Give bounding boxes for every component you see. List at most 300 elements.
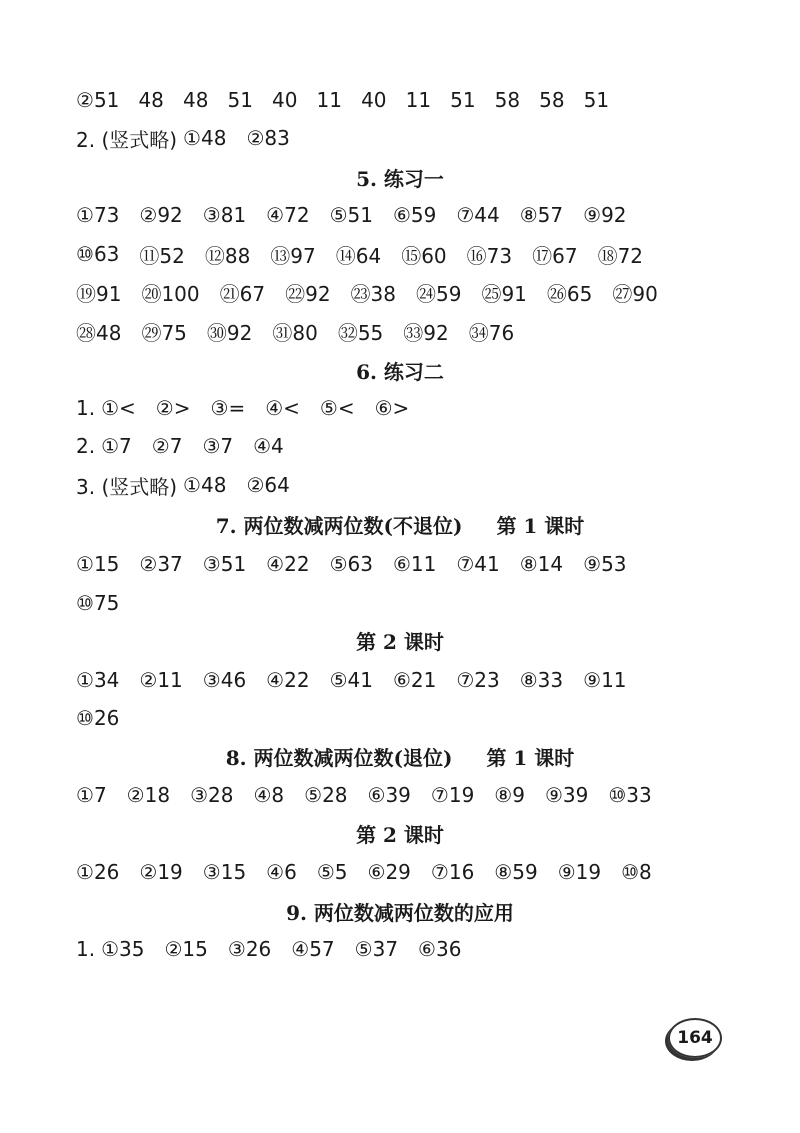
heading-text: 第 1 课时 <box>486 745 575 770</box>
item-value: < <box>119 396 136 420</box>
item-value: 28 <box>322 783 348 807</box>
item-number: ⑥ <box>392 552 411 576</box>
item-value: 7 <box>119 434 132 458</box>
item-value: 91 <box>96 281 122 306</box>
item-number: ② <box>139 860 158 884</box>
answer-item <box>558 860 601 884</box>
answer-item <box>76 203 119 227</box>
answer-item <box>291 937 334 961</box>
question-label: 2. (竖式略) <box>76 127 178 152</box>
item-value: 21 <box>410 668 437 692</box>
item-value: 48 <box>200 473 227 497</box>
heading-text: 7. 两位数减两位数(不退位) <box>215 513 463 538</box>
answer-item <box>285 278 330 307</box>
heading-text: 9. 两位数减两位数的应用 <box>286 900 514 925</box>
item-value: 73 <box>486 243 513 268</box>
answer-item <box>205 240 250 269</box>
answer-item <box>266 860 297 884</box>
item-value: 37 <box>157 552 183 576</box>
item-number: ④ <box>266 668 285 692</box>
item-value: < <box>283 396 300 420</box>
answer-row <box>76 662 740 698</box>
item-number: ⑮ <box>401 243 422 268</box>
item-number: ② <box>151 434 170 458</box>
item-value: 57 <box>537 203 564 227</box>
item-number: ㉑ <box>219 281 240 306</box>
item-value: 53 <box>601 552 627 576</box>
item-number: ④ <box>266 552 285 576</box>
item-number: ⑨ <box>583 668 602 692</box>
answer-item <box>76 552 119 576</box>
answer-item <box>76 278 121 307</box>
answer-item <box>494 783 525 807</box>
item-value: 51 48 48 51 40 11 40 11 51 58 58 51 <box>93 88 610 112</box>
item-number: ㉛ <box>272 320 293 345</box>
answer-item <box>203 860 246 884</box>
answer-row <box>76 428 740 464</box>
answer-row <box>76 777 740 813</box>
item-value: 11 <box>157 668 183 692</box>
answer-item <box>246 126 289 150</box>
answer-item <box>608 783 651 807</box>
item-value: > <box>392 396 410 420</box>
item-value: 7 <box>93 783 107 807</box>
answer-item <box>520 203 563 227</box>
item-value: 97 <box>290 243 316 268</box>
item-number: ⑨ <box>583 552 602 576</box>
answer-item <box>330 668 373 692</box>
question-label: 1. <box>76 396 96 420</box>
item-value: 8 <box>271 783 285 807</box>
item-value: 44 <box>474 203 500 227</box>
item-number: ④ <box>291 937 310 961</box>
section-heading <box>0 352 800 388</box>
answer-item <box>156 396 191 420</box>
item-value: 23 <box>474 668 500 692</box>
item-number: ⑬ <box>270 243 291 268</box>
item-number: ④ <box>265 396 284 420</box>
answer-item <box>598 240 643 269</box>
answer-item <box>418 937 461 961</box>
answer-row <box>76 546 740 582</box>
item-number: ④ <box>253 783 272 807</box>
item-number: ⑤ <box>329 203 348 227</box>
item-number: ③ <box>227 937 246 961</box>
item-number: ⑦ <box>456 203 475 227</box>
answer-item <box>583 552 626 576</box>
item-value: 34 <box>93 668 120 692</box>
item-value: 41 <box>347 668 373 692</box>
item-value: 90 <box>632 281 658 306</box>
answer-item <box>207 317 252 346</box>
answer-item <box>393 668 436 692</box>
answer-row <box>76 197 740 233</box>
answer-item <box>545 783 588 807</box>
item-value: 26 <box>93 860 120 884</box>
answer-item <box>203 552 246 576</box>
item-number: ① <box>183 126 201 150</box>
answer-row <box>76 931 740 967</box>
answer-item <box>139 860 182 884</box>
item-value: = <box>228 396 246 420</box>
answer-item <box>547 278 592 307</box>
item-number: ⑥ <box>367 783 386 807</box>
answer-row <box>76 313 740 349</box>
item-number: ⑧ <box>519 552 538 576</box>
answer-item <box>393 203 436 227</box>
answer-item <box>228 937 271 961</box>
heading-text: 5. 练习一 <box>356 166 444 191</box>
item-number: ① <box>76 783 94 807</box>
item-number: ⑥ <box>392 203 411 227</box>
item-value: 59 <box>436 281 462 306</box>
item-value: 63 <box>347 552 373 576</box>
answer-item <box>101 937 144 961</box>
answer-item <box>583 668 626 692</box>
answer-item <box>266 203 309 227</box>
heading-text: 第 2 课时 <box>356 822 444 847</box>
answer-item <box>139 552 182 576</box>
item-number: ⑦ <box>456 668 475 692</box>
answer-item <box>270 240 315 269</box>
item-number: ① <box>101 396 120 420</box>
answer-item <box>416 278 461 307</box>
answer-item <box>401 240 446 269</box>
answer-row <box>76 390 740 426</box>
item-value: 72 <box>617 243 644 268</box>
answer-item <box>164 937 207 961</box>
item-value: 28 <box>208 783 234 807</box>
answer-item <box>183 473 226 497</box>
answer-item <box>338 317 383 346</box>
item-value: 16 <box>448 860 475 884</box>
answer-item <box>266 552 309 576</box>
item-number: ① <box>76 860 94 884</box>
item-number: ① <box>101 434 120 458</box>
answer-item <box>375 396 410 420</box>
answer-item <box>431 860 474 884</box>
item-number: ⑩ <box>621 860 640 884</box>
section-heading <box>0 622 800 658</box>
item-number: ⑧ <box>519 668 538 692</box>
item-number: ⑦ <box>430 783 449 807</box>
item-number: ⑩ <box>608 783 627 807</box>
answer-item <box>141 317 186 346</box>
answer-item <box>76 783 107 807</box>
item-value: 92 <box>423 320 449 345</box>
item-number: ⑤ <box>329 668 348 692</box>
item-value: 67 <box>552 243 578 268</box>
item-number: ④ <box>253 434 272 458</box>
question-label: 1. <box>76 937 96 961</box>
answer-item <box>583 203 626 227</box>
item-value: 52 <box>159 243 185 268</box>
item-value: 76 <box>488 320 515 345</box>
item-value: 14 <box>537 552 564 576</box>
answer-row <box>76 274 740 310</box>
item-value: 55 <box>357 320 384 345</box>
item-number: ⑤ <box>329 552 348 576</box>
section-heading <box>0 815 800 851</box>
item-value: 29 <box>385 860 411 884</box>
item-number: ⑧ <box>519 203 538 227</box>
answer-item <box>76 591 119 615</box>
answer-item <box>211 396 246 420</box>
item-number: ⑤ <box>354 937 373 961</box>
item-value: 22 <box>284 668 310 692</box>
section-heading <box>0 506 800 542</box>
item-number: ② <box>155 396 174 420</box>
answer-item <box>520 668 563 692</box>
item-number: ㉖ <box>546 281 567 306</box>
answer-item <box>220 278 265 307</box>
item-number: ① <box>76 552 94 576</box>
item-number: ㉞ <box>468 320 489 345</box>
answer-item <box>351 278 396 307</box>
item-number: ① <box>101 937 120 961</box>
item-value: 80 <box>292 320 318 345</box>
item-number: ㉓ <box>350 281 371 306</box>
item-number: ① <box>183 473 201 497</box>
item-value: 39 <box>385 783 411 807</box>
item-number: ⑧ <box>494 783 513 807</box>
item-number: ⑯ <box>466 243 487 268</box>
answer-item <box>431 783 474 807</box>
item-number: ㉙ <box>141 320 162 345</box>
item-number: ② <box>139 203 158 227</box>
item-number: ③ <box>202 668 221 692</box>
answer-item <box>304 783 347 807</box>
answer-item <box>621 860 652 884</box>
answer-item <box>355 937 398 961</box>
item-number: ⑤ <box>319 396 338 420</box>
item-value: 39 <box>562 783 589 807</box>
item-number: ⑰ <box>532 243 553 268</box>
item-value: 60 <box>421 243 447 268</box>
item-number: ⑥ <box>367 860 386 884</box>
item-number: ⑥ <box>374 396 393 420</box>
item-value: 67 <box>239 281 266 306</box>
item-value: 92 <box>226 320 253 345</box>
item-value: 19 <box>448 783 475 807</box>
item-value: 92 <box>305 281 331 306</box>
item-number: ㉔ <box>416 281 436 306</box>
item-number: ⑱ <box>597 243 618 268</box>
item-value: > <box>173 396 191 420</box>
answer-row <box>76 854 740 890</box>
item-value: 33 <box>626 783 652 807</box>
item-value: 19 <box>157 860 183 884</box>
answer-row <box>76 700 740 736</box>
item-number: ⑤ <box>304 783 323 807</box>
item-value: 73 <box>93 203 120 227</box>
item-number: ① <box>76 668 94 692</box>
answer-item <box>336 240 381 269</box>
answer-item <box>76 242 119 266</box>
item-value: 11 <box>410 552 437 576</box>
page-number: 164 <box>677 1028 713 1048</box>
answer-item <box>253 434 284 458</box>
page-number-badge <box>668 1018 722 1058</box>
section-heading <box>0 893 800 929</box>
answer-row <box>76 585 740 621</box>
heading-text: 第 1 课时 <box>496 513 585 538</box>
answer-item <box>139 240 184 269</box>
answer-item <box>152 434 183 458</box>
item-number: ③ <box>190 783 208 807</box>
answer-item <box>101 396 136 420</box>
item-value: 91 <box>501 281 527 306</box>
item-value: 64 <box>355 243 382 268</box>
answer-item <box>320 396 355 420</box>
heading-text: 6. 练习二 <box>356 359 444 384</box>
item-number: ⑩ <box>76 242 94 266</box>
answer-item <box>393 552 436 576</box>
item-value: 59 <box>512 860 538 884</box>
answer-item <box>253 783 284 807</box>
item-value: 19 <box>575 860 602 884</box>
item-number: ⑦ <box>430 860 449 884</box>
item-value: 26 <box>245 937 272 961</box>
item-value: 5 <box>334 860 348 884</box>
item-number: ⑨ <box>583 203 602 227</box>
item-number: ⑲ <box>76 281 96 306</box>
item-value: 41 <box>474 552 500 576</box>
answer-item <box>246 473 289 497</box>
answer-item <box>203 203 246 227</box>
item-value: 48 <box>96 320 122 345</box>
answer-item <box>330 552 373 576</box>
item-value: 36 <box>435 937 462 961</box>
answer-item <box>139 668 182 692</box>
answer-item <box>266 668 309 692</box>
answer-item <box>520 552 563 576</box>
item-value: 37 <box>372 937 399 961</box>
section-heading <box>0 738 800 774</box>
item-number: ④ <box>266 203 285 227</box>
item-value: 46 <box>220 668 247 692</box>
answer-item <box>532 240 577 269</box>
item-value: 15 <box>93 552 120 576</box>
item-number: ① <box>76 203 94 227</box>
answer-item <box>368 860 411 884</box>
item-value: 63 <box>93 242 120 266</box>
item-value: 51 <box>347 203 373 227</box>
section-heading <box>0 159 800 195</box>
item-value: 75 <box>93 591 120 615</box>
answer-item <box>481 278 526 307</box>
answer-item <box>76 860 119 884</box>
item-number: ④ <box>266 860 285 884</box>
item-value: 11 <box>601 668 627 692</box>
item-number: ㉒ <box>285 281 306 306</box>
item-number: ③ <box>202 203 221 227</box>
answer-item <box>76 668 119 692</box>
item-number: ② <box>139 552 158 576</box>
item-number: ⑧ <box>494 860 513 884</box>
question-label: 2. <box>76 434 96 458</box>
item-value: 6 <box>284 860 297 884</box>
item-value: 72 <box>284 203 310 227</box>
item-value: 64 <box>264 473 290 497</box>
item-number: ② <box>126 783 145 807</box>
answer-item <box>494 860 537 884</box>
item-value: 35 <box>119 937 145 961</box>
answer-item <box>190 783 233 807</box>
item-value: 7 <box>220 434 234 458</box>
answer-item <box>467 240 512 269</box>
item-number: ③ <box>202 434 221 458</box>
item-number: ③ <box>210 396 229 420</box>
item-value: 83 <box>264 126 290 150</box>
item-number: ⑤ <box>316 860 335 884</box>
item-value: 8 <box>639 860 652 884</box>
item-value: 92 <box>157 203 183 227</box>
answer-item <box>127 783 170 807</box>
answer-item <box>456 668 499 692</box>
item-value: 65 <box>566 281 593 306</box>
item-value: 51 <box>220 552 247 576</box>
answer-item <box>139 203 182 227</box>
item-number: ㉚ <box>206 320 227 345</box>
answer-item <box>612 278 657 307</box>
answer-row <box>76 467 740 503</box>
item-value: 18 <box>144 783 171 807</box>
item-value: 57 <box>309 937 335 961</box>
answer-item <box>330 203 373 227</box>
item-number: ⑭ <box>335 243 356 268</box>
item-number: ② <box>164 937 183 961</box>
item-number: ③ <box>202 860 221 884</box>
item-number: ③ <box>202 552 221 576</box>
item-number: ⑨ <box>544 783 563 807</box>
answer-item <box>141 278 199 307</box>
item-value: 59 <box>410 203 437 227</box>
item-number: ㉕ <box>481 281 502 306</box>
item-number: ㉜ <box>337 320 358 345</box>
item-value: 92 <box>601 203 627 227</box>
answer-item <box>76 706 119 730</box>
item-number: ㉝ <box>403 320 424 345</box>
item-value: 38 <box>370 281 396 306</box>
answer-item <box>202 434 233 458</box>
item-value: 100 <box>161 281 200 306</box>
item-number: ⑥ <box>418 937 436 961</box>
item-number: ㉘ <box>76 320 96 345</box>
item-number: ⑨ <box>557 860 576 884</box>
question-label: 3. (竖式略) <box>76 474 178 499</box>
item-number: ⑳ <box>141 281 162 306</box>
item-value: 81 <box>220 203 247 227</box>
item-number: ⑩ <box>76 591 94 615</box>
item-number: ② <box>76 88 94 112</box>
item-number: ⑦ <box>456 552 475 576</box>
item-value: 7 <box>169 434 183 458</box>
answer-row <box>76 236 740 272</box>
item-value: < <box>337 396 355 420</box>
item-number: ⑥ <box>392 668 411 692</box>
item-value: 88 <box>224 243 251 268</box>
heading-text: 8. 两位数减两位数(退位) <box>225 745 453 770</box>
answer-item <box>101 434 132 458</box>
item-number: ㉗ <box>612 281 633 306</box>
answer-item <box>368 783 411 807</box>
answer-item <box>456 552 499 576</box>
answer-item <box>403 317 448 346</box>
answer-row <box>76 82 740 118</box>
item-value: 75 <box>161 320 187 345</box>
item-value: 22 <box>284 552 310 576</box>
